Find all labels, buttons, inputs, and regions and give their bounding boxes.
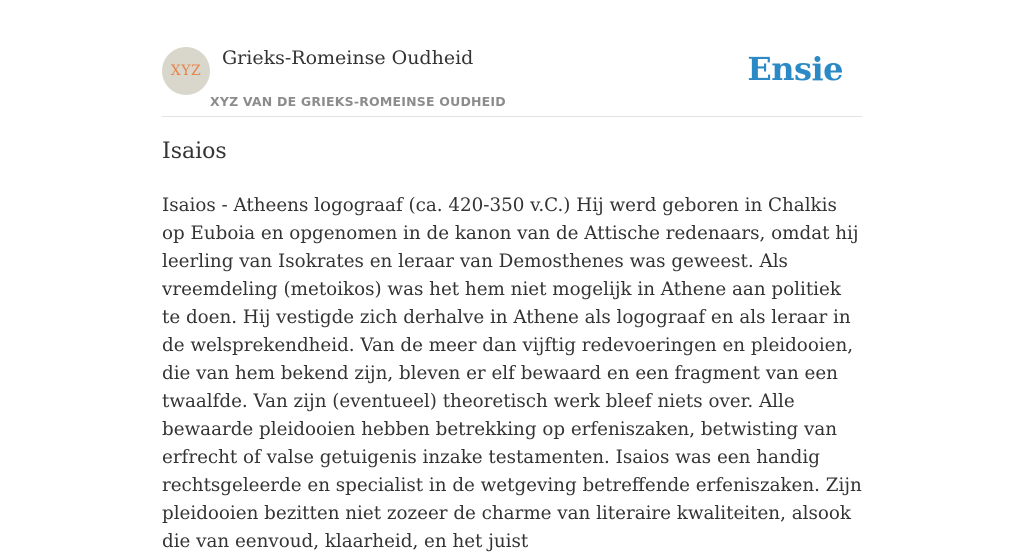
avatar-text: XYZ bbox=[170, 63, 202, 79]
source-avatar[interactable] bbox=[162, 47, 210, 95]
brand-logo[interactable]: Ensie bbox=[747, 50, 843, 88]
source-title-link[interactable]: Grieks-Romeinse Oudheid bbox=[222, 47, 474, 69]
source-subtitle: XYZ VAN DE GRIEKS-ROMEINSE OUDHEID bbox=[210, 94, 506, 109]
article-title: Isaios bbox=[162, 139, 227, 164]
article-body: Isaios - Atheens logograaf (ca. 420-350 v.C.) Hij werd geboren in Chalkis op Euboia en opgenomen in de kanon van de Attische redenaars, omdat hij leerling van Isokrates en leraar van Demosthenes was geweest. Als vreemdeling (metoikos) was het hem niet mogelijk in Athene aan politiek te doen. Hij vestigde zich derhalve in Athene als logograaf en als leraar in de welsprekendheid. Van de meer dan vijftig redevoeringen en pleidooien, die van hem bekend zijn, bleven er elf bewaard en een fragment van een twaalfde. Van zijn (eventueel) theoretisch werk bleef niets over. Alle bewaarde pleidooien hebben betrekking op erfeniszaken, betwisting van erfrecht of valse getuigenis inzake testamenten. Isaios was een handig rechtsgeleerde en specialist in de wetgeving betreffende erfeniszaken. Zijn pleidooien bezitten niet zozeer de charme van literaire kwaliteiten, alsook die van eenvoud, klaarheid, en het juist bbox=[162, 195, 862, 552]
source-header bbox=[162, 44, 862, 117]
